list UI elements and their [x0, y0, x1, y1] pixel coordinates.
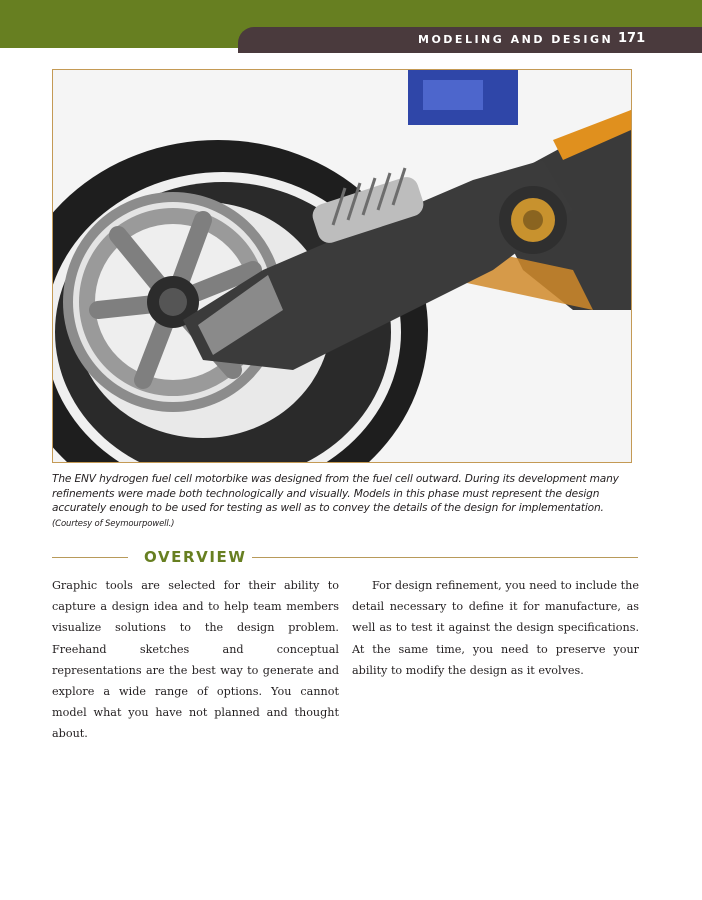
caption-text: The ENV hydrogen fuel cell motorbike was designed from the fuel cell outward. During its development many refinements were made both technologically and visually. Models in this phase must represent the design accurately enough to be used for testing as well as to convey the details of the design for implementation. — [52, 473, 619, 514]
page-number: 171 — [618, 31, 646, 46]
running-head: MODELING AND DESIGN — [418, 33, 614, 46]
motorbike-figure — [52, 69, 632, 463]
paragraph-right: For design refinement, you need to include the detail necessary to define it for manufacture, as well as to test it against the design specifications. At the same time, you need to preserve your ability to modify the design as it evolves. — [352, 579, 639, 677]
paragraph-left: Graphic tools are selected for their ability to capture a design idea and to help team members visualize solutions to the design problem. Freehand sketches and conceptual representations are the best way to generate and explore a wide range of options. You cannot model what you have not planned and thought about. — [52, 579, 339, 741]
caption-credit: (Courtesy of Seymourpowell.) — [52, 518, 175, 529]
section-rule-right — [252, 557, 638, 558]
figure-caption — [52, 472, 640, 531]
section-title: OVERVIEW — [144, 548, 247, 566]
body-column-left — [52, 575, 339, 745]
motorbike-illustration — [53, 70, 631, 462]
body-column-right — [352, 575, 639, 681]
section-rule-left — [52, 557, 128, 558]
